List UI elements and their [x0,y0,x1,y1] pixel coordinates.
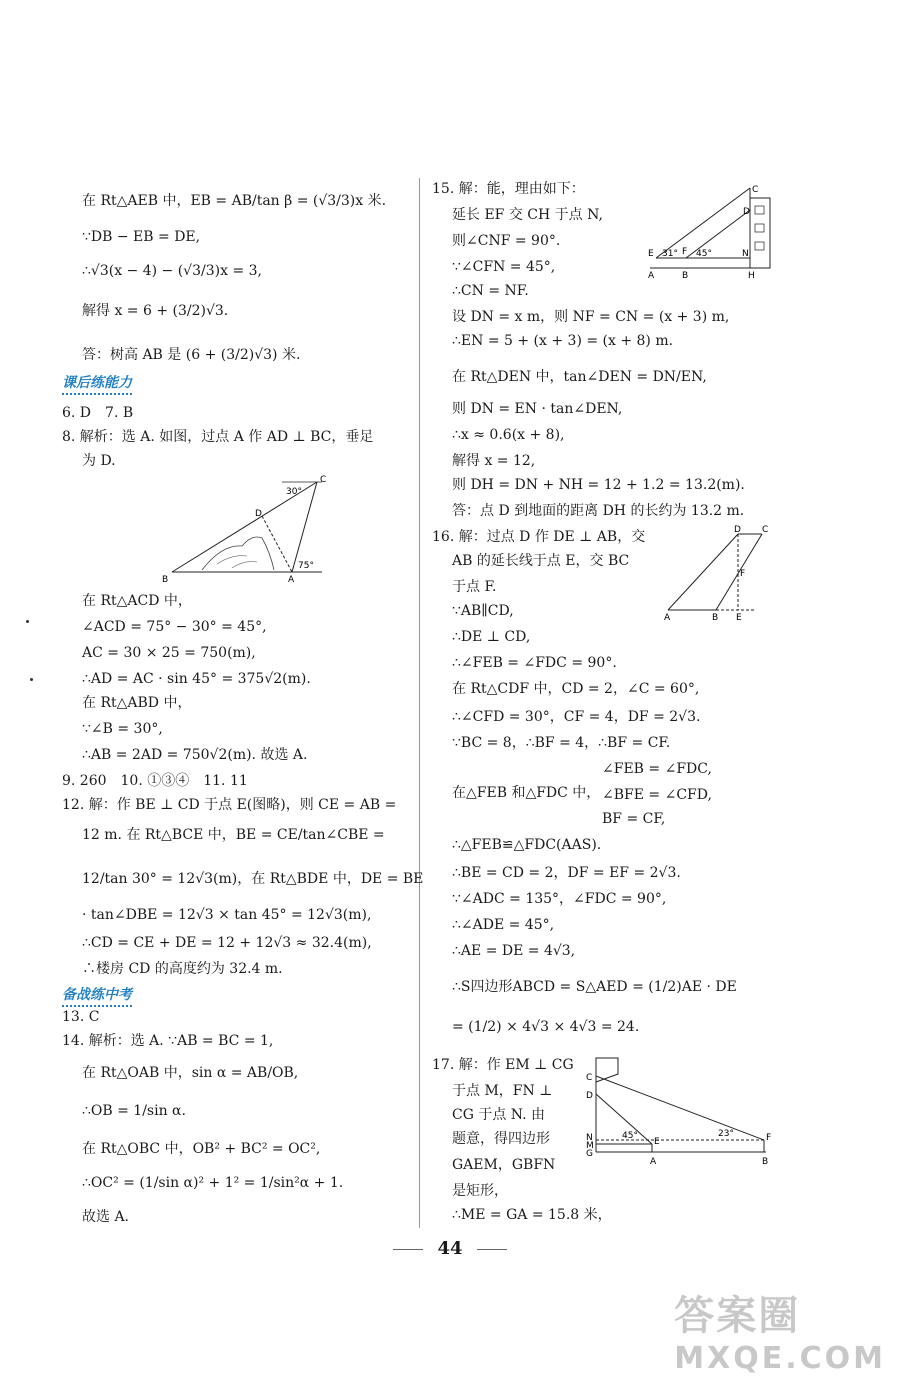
text-line: 在 Rt△AEB 中，EB = AB/tan β = (√3/3)x 米. [82,193,387,209]
angle-75: 75° [298,561,314,571]
page-number: 44 [0,1238,900,1259]
text-line: AC = 30 × 25 = 750(m), [82,645,256,661]
text-line: ∴S四边形ABCD = S△AED = (1/2)AE · DE [452,979,737,995]
text-line: 在△FEB 和△FDC 中， [452,785,601,801]
text-line: 13. C [62,1009,100,1025]
label-d: D [255,509,262,519]
label-c: C [320,475,327,485]
label-h: H [748,271,755,281]
text-line: = (1/2) × 4√3 × 4√3 = 24. [452,1019,640,1035]
column-divider [419,178,420,1228]
text-line: 解得 x = 12, [452,453,536,469]
margin-dot [26,620,29,623]
text-line: 题意，得四边形 [452,1131,550,1147]
text-line: 12/tan 30° = 12√3(m)，在 Rt△BDE 中，DE = BE [82,871,424,887]
text-line: ∴AB = 2AD = 750√2(m). 故选 A. [82,747,308,763]
text-line: 16. 解：过点 D 作 DE ⊥ AB，交 [432,529,646,545]
text-line: ∴CD = CE + DE = 12 + 12√3 ≈ 32.4(m), [82,935,372,951]
margin-dot [30,678,33,681]
angle-45: 45° [622,1131,638,1141]
text-line: 在 Rt△DEN 中，tan∠DEN = DN/EN, [452,369,707,385]
label-m: M [586,1141,594,1151]
label-c: C [762,525,769,535]
text-line: ∴∠FEB = ∠FDC = 90°. [452,655,617,671]
text-line: ∴AD = AC · sin 45° = 375√2(m). [82,671,311,687]
text-line: ∴∠CFD = 30°，CF = 4，DF = 2√3. [452,709,701,725]
text-line: 是矩形， [452,1183,508,1199]
text-line: 15. 解：能，理由如下： [432,181,585,197]
text-line: 12. 解：作 BE ⊥ CD 于点 E(图略)，则 CE = AB = [62,797,397,813]
text-line: ∵∠B = 30°, [82,721,163,737]
text-line: ∵BC = 8，∴BF = 4，∴BF = CF. [452,735,671,751]
angle-31: 31° [662,249,678,259]
text-line: 解得 x = 6 + (3/2)√3. [82,303,229,319]
text-line: ∴OB = 1/sin α. [82,1103,186,1119]
label-d: D [743,207,750,217]
text-line: 6. D 7. B [62,405,134,421]
label-b: B [682,271,689,281]
text-line: ∠FEB = ∠FDC, [602,761,712,777]
text-line: AB 的延长线于点 E，交 BC [452,553,630,569]
label-b: B [712,613,719,622]
text-line: 于点 F. [452,579,497,595]
text-line: ∠ACD = 75° − 30° = 45°, [82,619,267,635]
label-n: N [586,1133,593,1143]
text-line: 在 Rt△ACD 中， [82,593,192,609]
text-line: ∴楼房 CD 的高度约为 32.4 m. [82,961,283,977]
text-line: ∴△FEB≌△FDC(AAS). [452,837,602,853]
text-line: ∵∠CFN = 45°, [452,259,556,275]
label-d: D [734,525,741,535]
text-line: ∴x ≈ 0.6(x + 8), [452,427,565,443]
text-line: ∵AB∥CD, [452,603,514,619]
text-line: 在 Rt△CDF 中，CD = 2，∠C = 60°, [452,681,700,697]
label-f: F [682,247,688,257]
text-line: 在 Rt△OAB 中，sin α = AB/OB, [82,1065,299,1081]
text-line: 9. 260 10. ①③④ 11. 11 [62,773,248,789]
figure-problem-16 [658,524,778,622]
text-line: ∴DE ⊥ CD, [452,629,531,645]
text-line: 延长 EF 交 CH 于点 N, [452,207,603,223]
text-line: 答：树高 AB 是 (6 + (3/2)√3) 米. [82,347,301,363]
text-line: 12 m. 在 Rt△BCE 中，BE = CE/tan∠CBE = [82,827,385,843]
text-line: ∴EN = 5 + (x + 3) = (x + 8) m. [452,333,674,349]
text-line: 则∠CNF = 90°. [452,233,561,249]
text-line: ∴BE = CD = 2，DF = EF = 2√3. [452,865,681,881]
text-line: ∵∠ADC = 135°，∠FDC = 90°, [452,891,667,907]
label-e: E [648,249,654,259]
label-a: A [650,1157,657,1167]
text-line: 14. 解析：选 A. ∵AB = BC = 1, [62,1033,274,1049]
watermark-logo: 答案圈 MXQE.COM [674,1293,886,1376]
angle-23: 23° [718,1129,734,1139]
text-line: 8. 解析：选 A. 如图，过点 A 作 AD ⊥ BC，垂足 [62,429,374,445]
text-line: 17. 解：作 EM ⊥ CG [432,1057,574,1073]
text-line: 则 DN = EN · tan∠DEN, [452,401,623,417]
text-line: 在 Rt△OBC 中，OB² + BC² = OC², [82,1141,321,1157]
label-b: B [162,575,169,584]
section-heading-exam-prep: 备战练中考 [62,984,132,1007]
angle-30: 30° [286,487,302,497]
section-heading-after-class: 课后练能力 [62,372,132,395]
text-line: CG 于点 N. 由 [452,1107,546,1123]
label-d: D [586,1091,593,1101]
label-n: N [742,249,749,259]
text-line: ∴OC² = (1/sin α)² + 1² = 1/sin²α + 1. [82,1175,344,1191]
label-f: F [766,1133,772,1143]
label-c: C [586,1073,593,1083]
text-line: 于点 M，FN ⊥ [452,1083,553,1099]
figure-problem-8 [162,474,352,584]
text-line: · tan∠DBE = 12√3 × tan 45° = 12√3(m), [82,907,372,923]
label-a: A [664,613,671,622]
text-line: ∴CN = NF. [452,283,529,299]
angle-45: 45° [696,249,712,259]
figure-problem-15 [646,184,776,284]
label-e: E [736,613,742,622]
text-line: ∴AE = DE = 4√3, [452,943,576,959]
text-line: 答：点 D 到地面的距离 DH 的长约为 13.2 m. [452,503,745,519]
text-line: ∴ME = GA = 15.8 米， [452,1207,612,1223]
text-line: 则 DH = DN + NH = 12 + 1.2 = 13.2(m). [452,477,745,493]
label-g: G [586,1149,593,1159]
text-line: ∴√3(x − 4) − (√3/3)x = 3, [82,263,262,279]
label-e: E [654,1137,660,1147]
label-a: A [648,271,655,281]
label-a: A [288,575,295,584]
text-line: 在 Rt△ABD 中， [82,695,192,711]
figure-problem-17 [586,1052,776,1170]
text-line: BF = CF, [602,811,666,827]
label-c: C [752,185,759,195]
text-line: 设 DN = x m，则 NF = CN = (x + 3) m, [452,309,730,325]
label-b: B [762,1157,769,1167]
text-line: ∵DB − EB = DE, [82,229,201,245]
text-line: ∴∠ADE = 45°, [452,917,555,933]
text-line: 为 D. [82,453,116,469]
text-line: ∠BFE = ∠CFD, [602,787,712,803]
text-line: 故选 A. [82,1209,130,1225]
text-line: GAEM，GBFN [452,1157,556,1173]
label-f: F [740,569,746,579]
